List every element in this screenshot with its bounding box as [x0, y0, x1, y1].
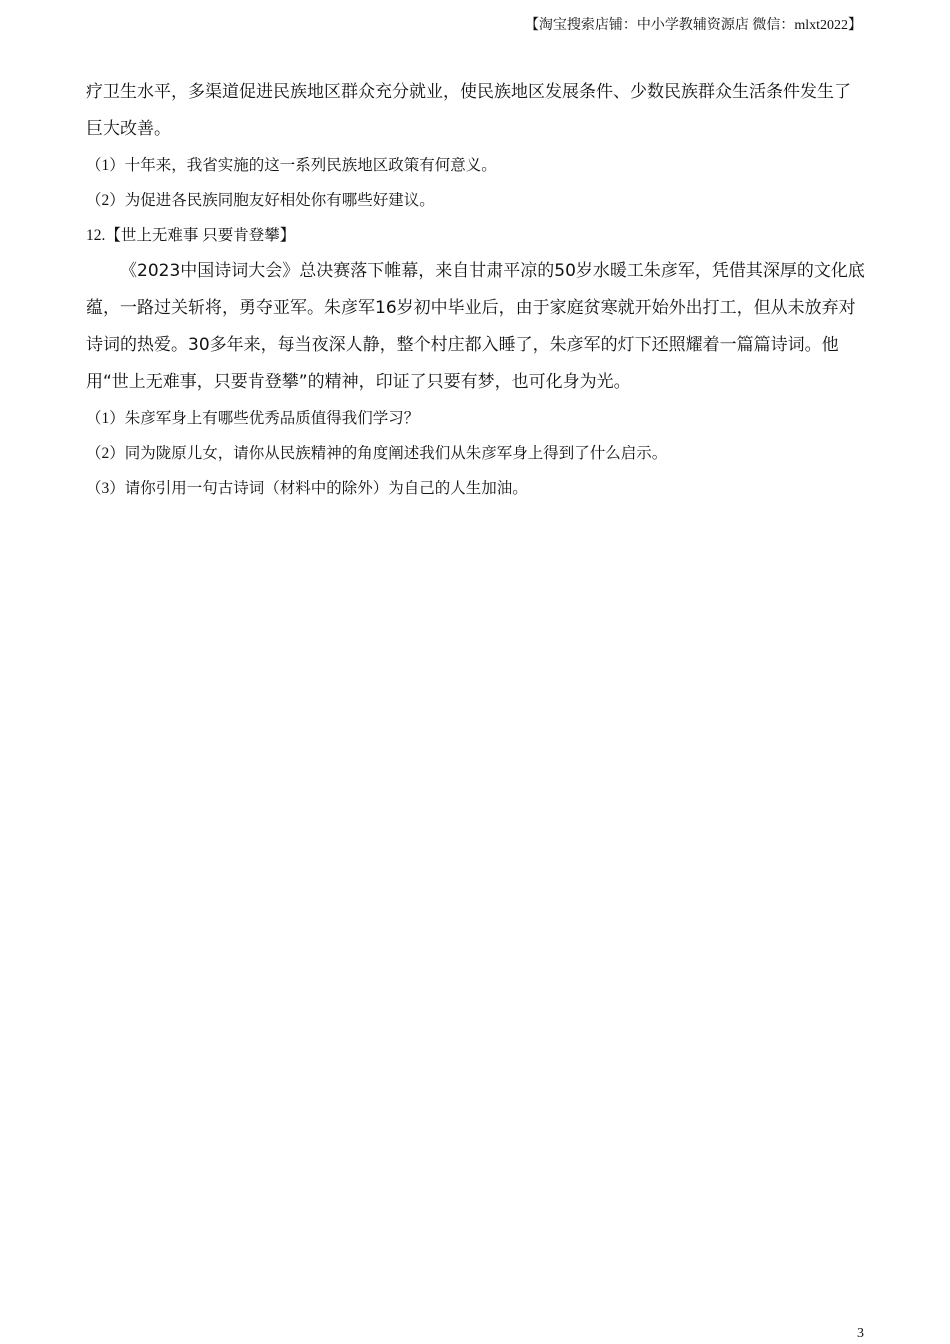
page-number: 3	[857, 1326, 864, 1341]
q12-subquestion-1: （1）朱彦军身上有哪些优秀品质值得我们学习？	[86, 410, 420, 427]
page-header: 【淘宝搜索店铺：中小学教辅资源店 微信：mlxt2022】	[524, 18, 862, 33]
q11-paragraph-tail: 疗卫生水平，多渠道促进民族地区群众充分就业，使民族地区发展条件、少数民族群众生活条件发生了巨大改善。	[86, 82, 851, 139]
q12-title: 12.【世上无难事 只要肯登攀】	[86, 227, 296, 244]
q12-subquestion-3: （3）请你引用一句古诗词（材料中的除外）为自己的人生加油。	[86, 480, 528, 497]
document-body	[86, 74, 866, 506]
q11-subquestion-1: （1）十年来，我省实施的这一系列民族地区政策有何意义。	[86, 157, 497, 174]
q12-subquestion-2: （2）同为陇原儿女，请你从民族精神的角度阐述我们从朱彦军身上得到了什么启示。	[86, 445, 668, 462]
q11-subquestion-2: （2）为促进各民族同胞友好相处你有哪些好建议。	[86, 192, 435, 209]
q12-paragraph: 《2023中国诗词大会》总决赛落下帷幕，来自甘肃平凉的50岁水暖工朱彦军，凭借其深厚的文化底蕴，一路过关斩将，勇夺亚军。朱彦军16岁初中毕业后，由于家庭贫寒就开始外出打工，但从未放弃对诗词的热爱。30多年来，每当夜深人静，整个村庄都入睡了，朱彦军的灯下还照耀着一篇篇诗词。他用“世上无难事，只要肯登攀”的精神，印证了只要有梦，也可化身为光。	[86, 261, 865, 392]
